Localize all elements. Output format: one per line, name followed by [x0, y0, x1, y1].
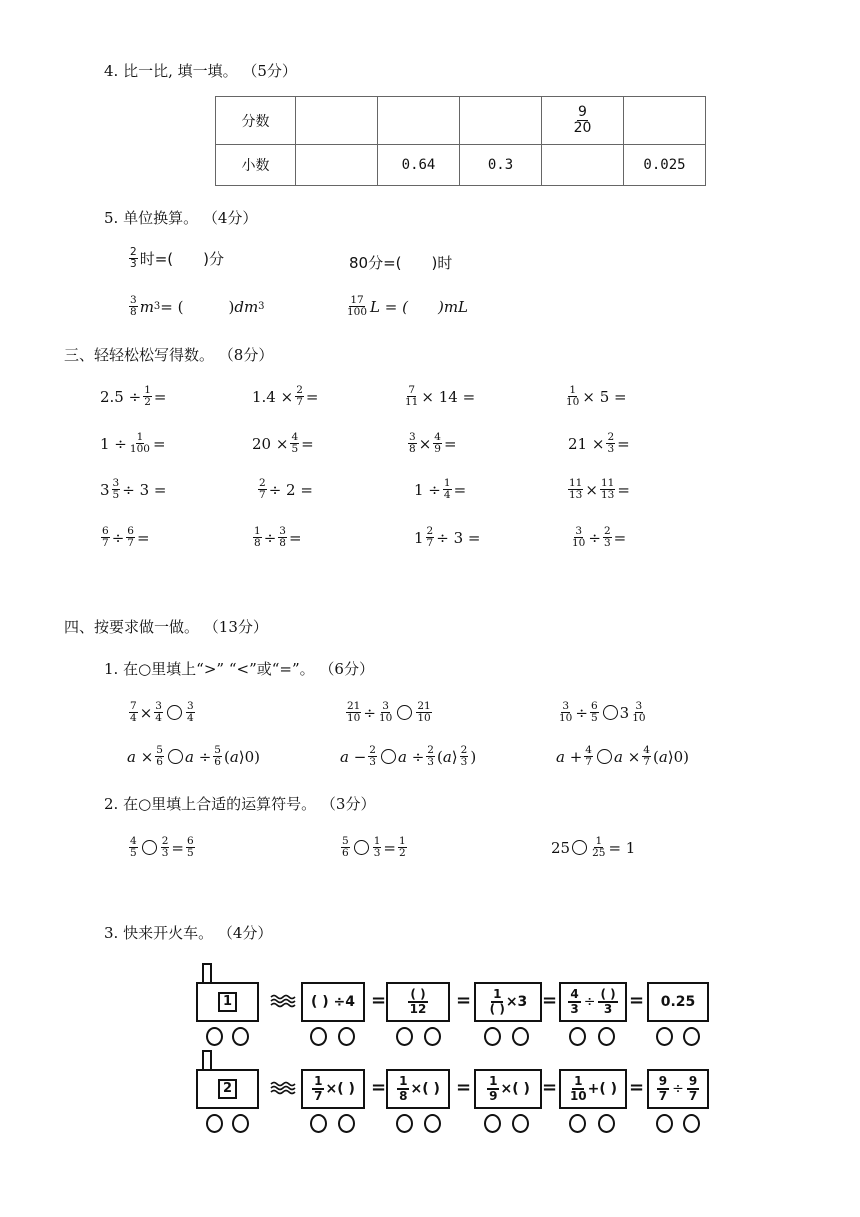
table-cell[interactable]	[624, 97, 706, 145]
compare-item: $\frac{3}{10}$ ÷ $\frac{6}{5}$ 3 $\frac{3}{10}$	[559, 700, 646, 725]
train-car[interactable]: ( ) 12	[386, 982, 450, 1022]
wheel-icon	[310, 1114, 327, 1133]
table-cell: 0.025	[624, 145, 706, 186]
calc-item: 1 ÷ $\frac{1}{4}$ =	[414, 477, 467, 502]
calc-item: 3 $\frac{3}{5}$ ÷ 3 =	[100, 477, 167, 502]
operator-item: $\frac{4}{5}$ $\frac{2}{3}$ = $\frac{6}{5}$	[130, 835, 194, 860]
wheel-icon	[656, 1027, 673, 1046]
answer-circle[interactable]	[397, 705, 412, 720]
q2-heading: 2. 在○里填上合适的运算符号。 （3分）	[104, 795, 376, 813]
wheel-icon	[569, 1114, 586, 1133]
equals-sign: =	[371, 990, 387, 1011]
wheel-icon	[512, 1114, 529, 1133]
answer-circle[interactable]	[597, 749, 612, 764]
table-cell: 0.64	[378, 145, 460, 186]
train-car[interactable]: 1 ( ) ×3	[474, 982, 542, 1022]
row-label-fraction: 分数	[216, 97, 296, 145]
locomotive: 1	[196, 982, 259, 1022]
calc-item: $\frac{2}{7}$ ÷ 2 =	[259, 477, 313, 502]
table-cell[interactable]	[296, 145, 378, 186]
equals-sign: =	[542, 1077, 558, 1098]
calc-item: $\frac{7}{11}$ × 14 =	[405, 384, 476, 409]
equals-sign: =	[456, 1077, 472, 1098]
wheel-icon	[484, 1114, 501, 1133]
wheel-icon	[656, 1114, 673, 1133]
answer-circle[interactable]	[572, 840, 587, 855]
q1-heading: 1. 在○里填上“>” “<”或“=”。 （6分）	[104, 660, 374, 678]
calc-item: $\frac{6}{7}$ ÷ $\frac{6}{7}$ =	[102, 525, 150, 550]
train-car: $\frac{9}{7}$ ÷ $\frac{9}{7}$	[647, 1069, 709, 1109]
q5-heading: 5. 单位换算。 （4分）	[104, 209, 258, 227]
chimney-icon	[202, 963, 212, 984]
unit-item-3: $\frac{3}{8}$ m 3 = ( ) dm 3	[130, 294, 265, 319]
calc-item: 1.4 × $\frac{2}{7}$ =	[252, 384, 319, 409]
calc-item: $\frac{1}{10}$ × 5 =	[566, 384, 627, 409]
fraction-decimal-table	[215, 96, 706, 186]
wheel-icon	[683, 1114, 700, 1133]
calc-item: 21 × $\frac{2}{3}$ =	[568, 431, 630, 456]
wave-icon	[270, 993, 298, 1009]
section4-heading: 四、按要求做一做。 （13分）	[64, 618, 268, 636]
unit-item-2: 80分=( )时	[349, 254, 453, 272]
answer-circle[interactable]	[354, 840, 369, 855]
train-car[interactable]: 1 10 +( )	[559, 1069, 627, 1109]
wheel-icon	[512, 1027, 529, 1046]
wheel-icon	[206, 1114, 223, 1133]
train-car[interactable]: $\frac{1}{9}$ ×( )	[474, 1069, 542, 1109]
train-car[interactable]: ( ) ÷4	[301, 982, 365, 1022]
equals-sign: =	[629, 1077, 645, 1098]
wheel-icon	[598, 1114, 615, 1133]
table-cell: 0.3	[460, 145, 542, 186]
q3-heading: 3. 快来开火车。 （4分）	[104, 924, 273, 942]
calc-item: 2.5 ÷ $\frac{1}{2}$ =	[100, 384, 167, 409]
compare-item: $\frac{21}{10}$ ÷ $\frac{3}{10}$ $\frac{21}{10}$	[347, 700, 431, 725]
wheel-icon	[206, 1027, 223, 1046]
wheel-icon	[484, 1027, 501, 1046]
calc-item: $\frac{1}{8}$ ÷ $\frac{3}{8}$ =	[254, 525, 302, 550]
train-car[interactable]: $\frac{1}{7}$ ×( )	[301, 1069, 365, 1109]
equals-sign: =	[371, 1077, 387, 1098]
answer-circle[interactable]	[142, 840, 157, 855]
compare-item: a + $\frac{4}{7}$ a × $\frac{4}{7}$ ( a ⟩0)	[556, 744, 690, 769]
train-car[interactable]: $\frac{1}{8}$ ×( )	[386, 1069, 450, 1109]
wheel-icon	[424, 1027, 441, 1046]
chimney-icon	[202, 1050, 212, 1071]
row-label-decimal: 小数	[216, 145, 296, 186]
calc-item: $\frac{11}{13}$ × $\frac{11}{13}$ =	[569, 477, 630, 502]
calc-item: 1 ÷ $\frac{1}{100}$ =	[100, 431, 166, 456]
wheel-icon	[232, 1114, 249, 1133]
wheel-icon	[396, 1114, 413, 1133]
answer-circle[interactable]	[603, 705, 618, 720]
train-car: 0.25	[647, 982, 709, 1022]
wave-icon	[270, 1080, 298, 1096]
compare-item: a − $\frac{2}{3}$ a ÷ $\frac{2}{3}$ ( a ⟩ $\frac{2}{3}$ )	[340, 744, 477, 769]
wheel-icon	[569, 1027, 586, 1046]
answer-circle[interactable]	[167, 705, 182, 720]
wheel-icon	[424, 1114, 441, 1133]
train-2	[196, 1050, 716, 1130]
table-cell[interactable]	[460, 97, 542, 145]
wheel-icon	[683, 1027, 700, 1046]
table-cell: $\frac{9}{20}$	[542, 97, 624, 145]
q4-heading: 4. 比一比, 填一填。 （5分）	[104, 62, 297, 80]
operator-item: $\frac{5}{6}$ $\frac{1}{3}$ = $\frac{1}{2}$	[342, 835, 406, 860]
compare-item: a × $\frac{5}{6}$ a ÷ $\frac{5}{6}$ ( a ⟩0)	[127, 744, 261, 769]
wheel-icon	[598, 1027, 615, 1046]
wheel-icon	[338, 1027, 355, 1046]
equals-sign: =	[456, 990, 472, 1011]
table-cell[interactable]	[542, 145, 624, 186]
calc-item: $\frac{3}{10}$ ÷ $\frac{2}{3}$ =	[572, 525, 627, 550]
calc-item: 20 × $\frac{4}{5}$ =	[252, 431, 314, 456]
operator-item: 25 $\frac{1}{25}$ = 1	[551, 835, 636, 860]
calc-item: $\frac{3}{8}$ × $\frac{4}{9}$ =	[409, 431, 457, 456]
wheel-icon	[232, 1027, 249, 1046]
wheel-icon	[310, 1027, 327, 1046]
wheel-icon	[396, 1027, 413, 1046]
equals-sign: =	[542, 990, 558, 1011]
table-cell[interactable]	[296, 97, 378, 145]
calc-item: 1 $\frac{2}{7}$ ÷ 3 =	[414, 525, 481, 550]
compare-item: $\frac{7}{4}$ × $\frac{3}{4}$ $\frac{3}{4}$	[130, 700, 194, 725]
wheel-icon	[338, 1114, 355, 1133]
answer-circle[interactable]	[381, 749, 396, 764]
table-cell[interactable]	[378, 97, 460, 145]
unit-item-1: $\frac{2}{3}$ 时=( )分	[130, 246, 224, 271]
equals-sign: =	[629, 990, 645, 1011]
unit-item-4: $\frac{17}{100}$ L = ( )mL	[347, 294, 469, 319]
answer-circle[interactable]	[168, 749, 183, 764]
section3-heading: 三、轻轻松松写得数。 （8分）	[64, 346, 274, 364]
train-car[interactable]: $\frac{4}{3}$ ÷ ( ) 3	[559, 982, 627, 1022]
locomotive: 2	[196, 1069, 259, 1109]
train-1	[196, 963, 716, 1043]
